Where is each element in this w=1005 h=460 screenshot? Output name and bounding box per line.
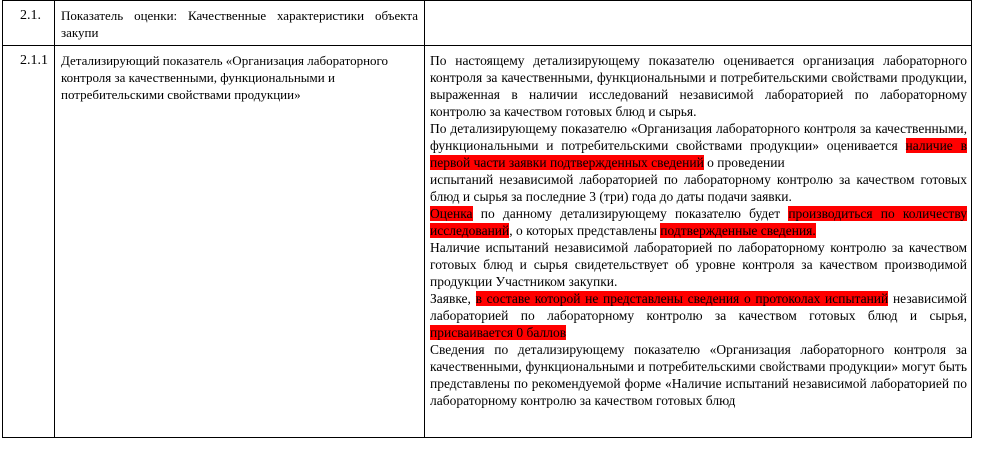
text-segment: , о которых представлены	[509, 223, 657, 238]
text-segment: по данному детализирующему показателю будет	[480, 206, 781, 221]
highlighted-text: присваивается 0 баллов	[430, 325, 567, 340]
paragraph: По настоящему детализирующему показателю оценивается организация лабораторного контроля за качественными, функциональными и потребительскими свойствами продукции, выраженная в наличии исследований независимой лабораторией по лабораторному контролю за качеством готовых блюд и сырья.	[430, 53, 967, 119]
row-number: 2.1.1	[3, 46, 55, 438]
table-row	[3, 46, 972, 438]
text-segment: независимой лабораторией по лабораторному контролю за качеством готовых блюд и сырья,	[430, 291, 967, 323]
highlighted-text: наличие в первой части заявки подтвержденных сведений	[430, 138, 967, 170]
indicator-description	[425, 46, 972, 438]
text-segment: По детализирующему показателю «Организация лабораторного контроля за качественными, функциональными и потребительскими свойствами продукции» оценивается	[430, 121, 967, 153]
paragraph: Наличие испытаний независимой лабораторией по лабораторному контролю за качеством готовых блюд и сырья свидетельствует об уровне контроля за качеством производимой продукции Участником закупки.	[430, 240, 967, 289]
highlighted-text: подтвержденные сведения.	[660, 223, 816, 238]
empty-description-cell	[425, 1, 972, 46]
highlighted-text: в составе которой не представлены сведения о протоколах испытаний	[475, 291, 889, 306]
paragraph	[430, 205, 967, 239]
criteria-table	[2, 0, 972, 438]
text-segment: о проведении	[707, 155, 785, 170]
highlighted-text: Оценка	[430, 206, 473, 221]
indicator-name: Детализирующий показатель «Организация лабораторного контроля за качественными, функциональными и потребительскими свойствами продукции»	[55, 46, 425, 438]
paragraph: Сведения по детализирующему показателю «Организация лабораторного контроля за качественными, функциональными и потребительскими свойствами продукции» могут быть представлены по рекомендуемой форме «Наличие испытаний независимой лабораторией по лабораторному контролю за качеством готовых блюд	[430, 342, 967, 408]
paragraph	[430, 120, 967, 171]
highlighted-text: производиться по количеству исследований	[430, 206, 967, 238]
paragraph	[430, 290, 967, 341]
text-segment: Заявке,	[430, 291, 471, 306]
paragraph: испытаний независимой лабораторией по лабораторному контролю за качеством готовых блюд и сырья за последние 3 (три) года до даты подачи заявки.	[430, 172, 967, 204]
table-row	[3, 1, 972, 46]
row-number: 2.1.	[3, 1, 55, 46]
indicator-name: Показатель оценки: Качественные характеристики объекта закупи	[55, 1, 425, 46]
